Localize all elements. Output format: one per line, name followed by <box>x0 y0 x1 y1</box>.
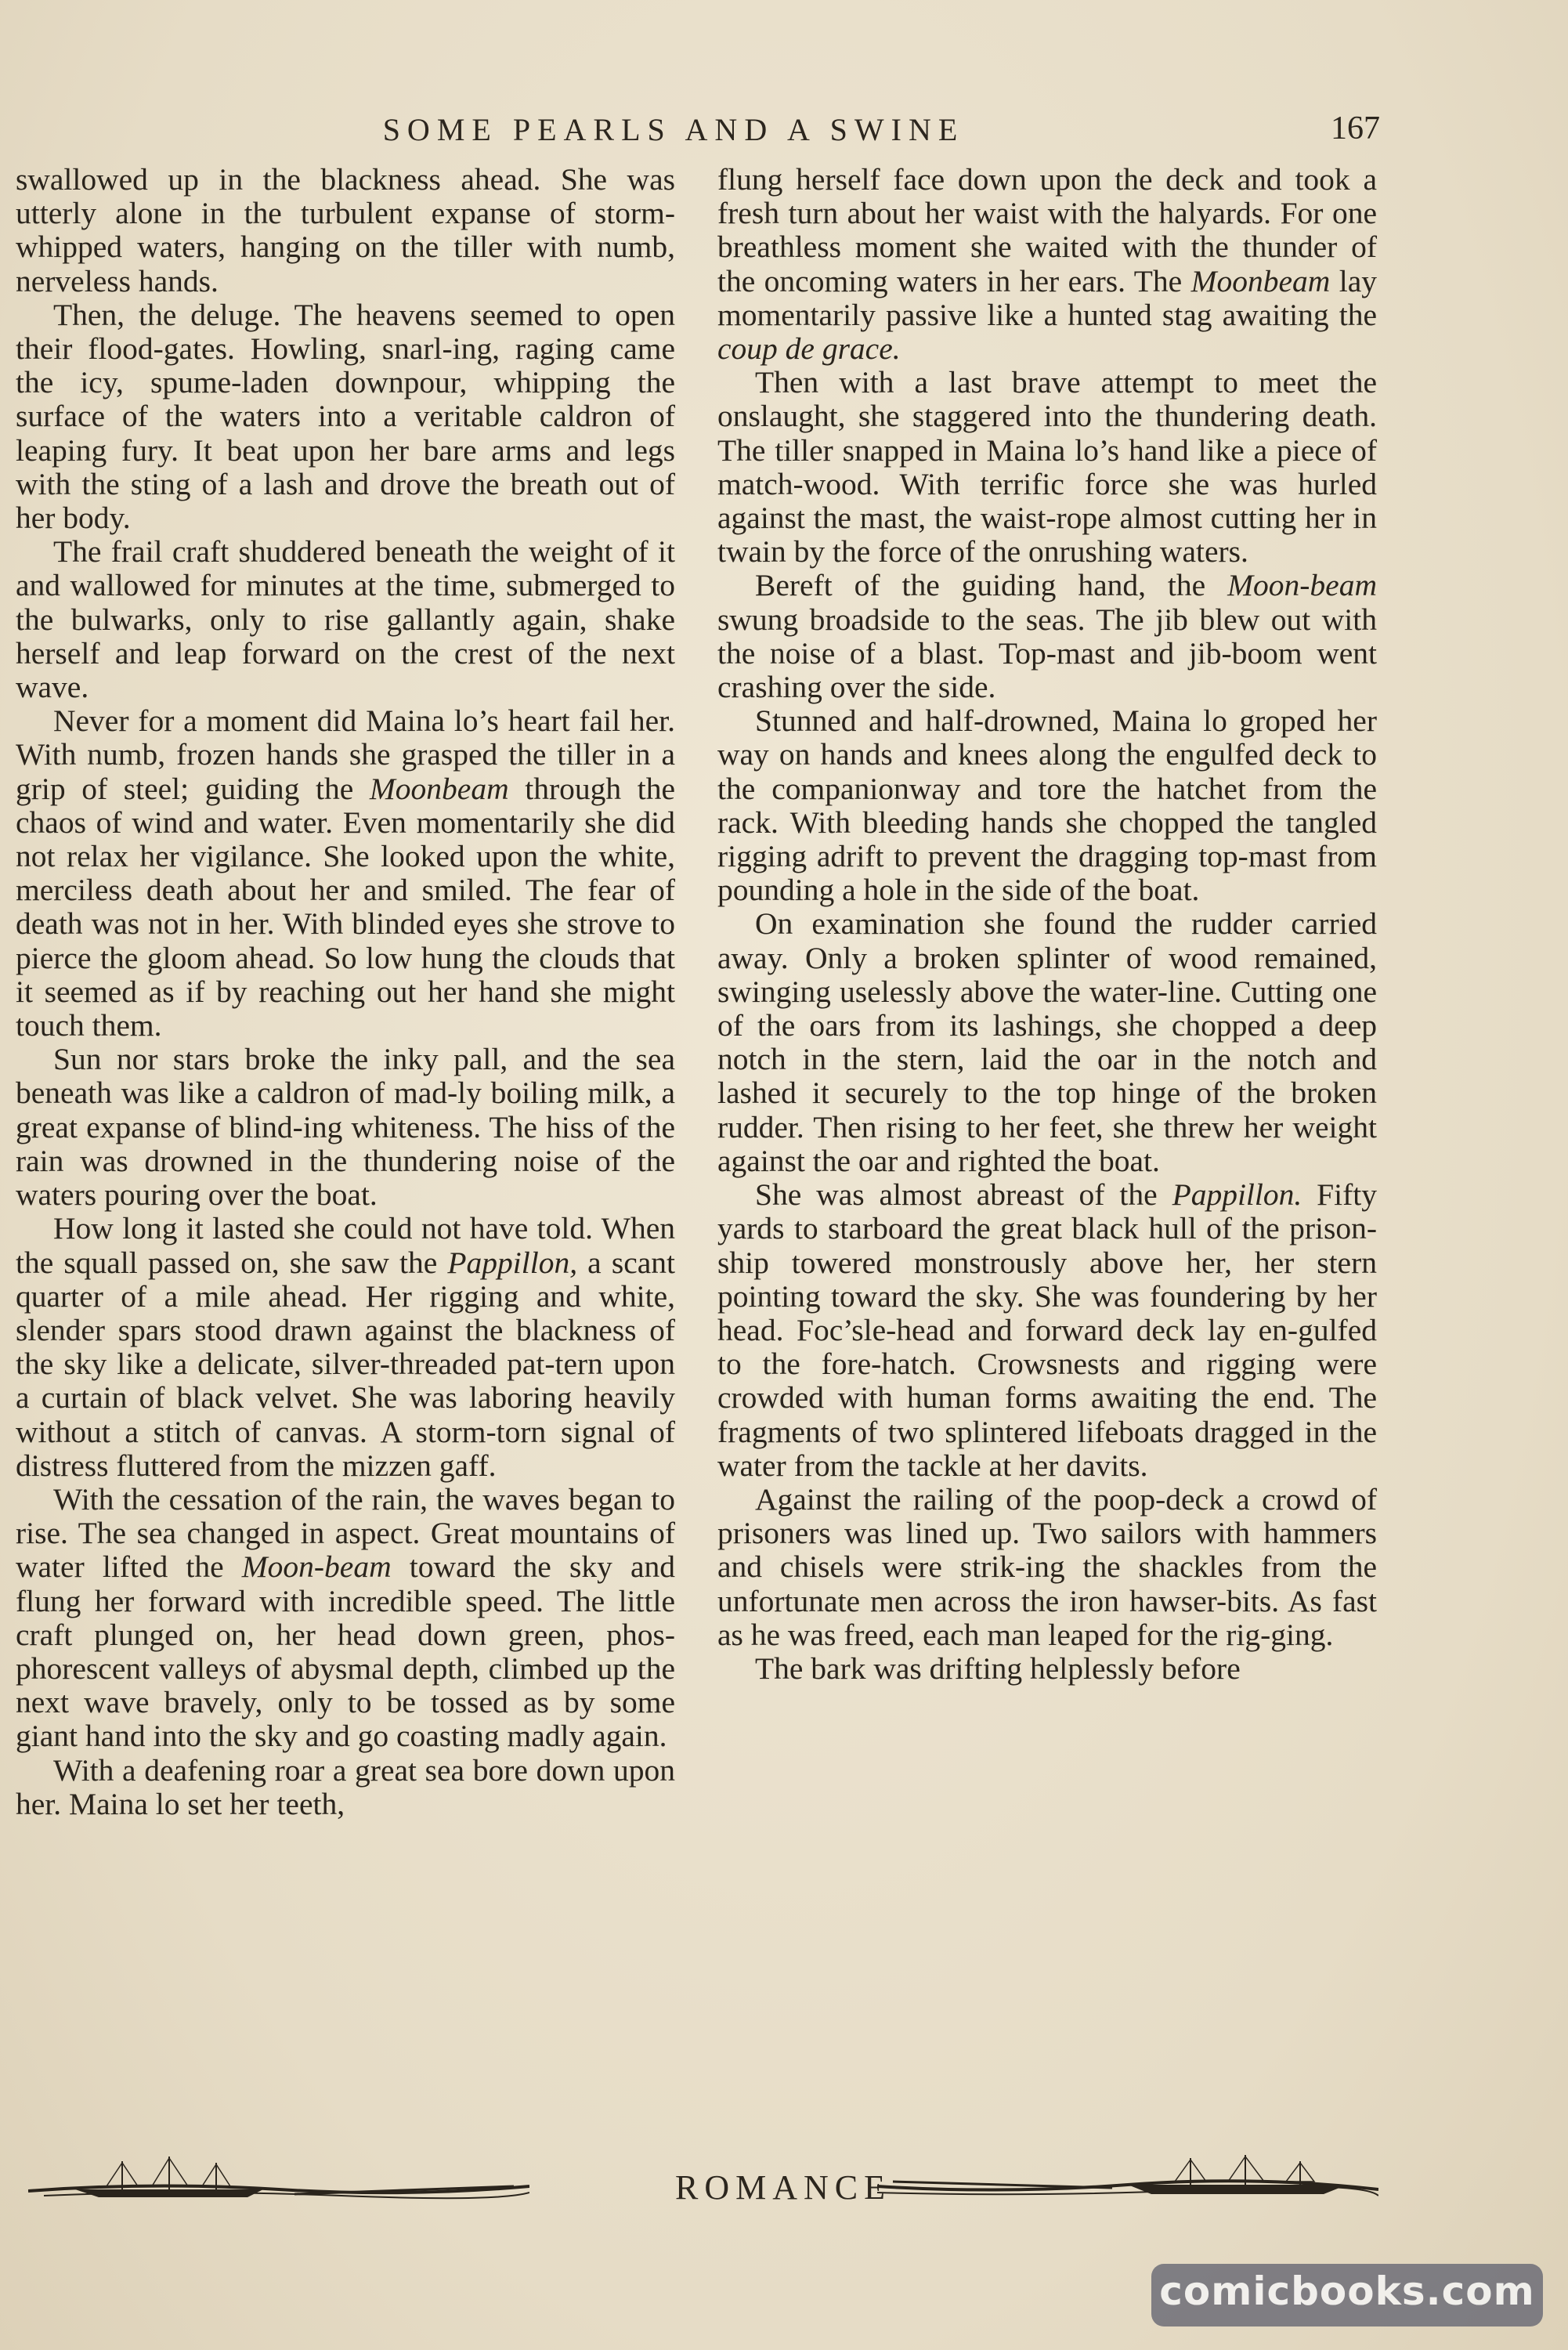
paragraph: The frail craft shuddered beneath the weight of it and wallowed for minutes at the time, submerged to the bulwarks, only to rise gallantly again, shake herself and leap forward on the crest of the next wave. <box>16 534 675 705</box>
paragraph: How long it lasted she could not have told. When the squall passed on, she saw the Pappillon, a scant quarter of a mile ahead. Her rigging and white, slender spars stood drawn against the blackness of the sky like a delicate, silver-threaded pat-tern upon a curtain of black velvet. She was laboring heavily without a stitch of canvas. A storm-torn signal of distress fluttered from the mizzen gaff. <box>16 1211 675 1483</box>
paragraph: The bark was drifting helplessly before <box>755 1650 1241 1686</box>
magazine-name: ROMANCE <box>674 2168 892 2207</box>
sailing-ship-icon <box>28 2150 529 2213</box>
paragraph: Bereft of the guiding hand, the Moon-beam swung broadside to the seas. The jib blew out with the noise of a blast. Top-mast and jib-boom went crashing over the side. <box>717 568 1377 705</box>
running-head: SOME PEARLS AND A SWINE <box>382 112 965 147</box>
page-number: 167 <box>1331 110 1380 146</box>
watermark-text: comicbooks.com <box>1159 2269 1535 2314</box>
paragraph: With a deafening roar a great sea bore down upon her. Maina lo set her teeth, <box>16 1752 675 1821</box>
paragraph: Never for a moment did Maina lo’s heart fail her. With numb, frozen hands she grasped the tiller in a grip of steel; guiding the Moonbeam through the chaos of wind and water. Even momentarily she did not relax her vigilance. She looked upon the white, merciless death about her and smiled. The fear of death was not in her. With blinded eyes she strove to pierce the gloom ahead. So low hung the clouds that it seemed as if by reaching out her hand she might touch them. <box>16 703 675 1043</box>
right-column <box>717 163 1377 1686</box>
paragraph: flung herself face down upon the deck and took a fresh turn about her waist with the halyards. For one breathless moment she waited with the thunder of the oncoming waters in her ears. The Moonbeam lay momentarily passive like a hunted stag awaiting the coup de grace. <box>717 162 1377 367</box>
paragraph: She was almost abreast of the Pappillon. Fifty yards to starboard the great black hull of the prison-ship towered monstrously above her, her stern pointing toward the sky. She was foundering by her head. Foc’sle-head and forward deck lay en-gulfed to the fore-hatch. Crowsnests and rigging were crowded with human forms awaiting the end. The fragments of two splintered lifeboats dragged in the water from the tackle at her davits. <box>717 1177 1377 1483</box>
page-header <box>0 111 1568 158</box>
paragraph: Stunned and half-drowned, Maina lo groped her way on hands and knees along the engulfed deck to the companionway and tore the hatchet from the rack. With bleeding hands she chopped the tangled rigging adrift to prevent the dragging top-mast from pounding a hole in the side of the boat. <box>717 703 1377 908</box>
paragraph: Then with a last brave attempt to meet the onslaught, she staggered into the thundering death. The tiller snapped in Maina lo’s hand like a piece of match-wood. With terrific force she was hurled against the mast, the waist-rope almost cutting her in twain by the force of the onrushing waters. <box>717 365 1377 569</box>
sailing-ship-icon <box>877 2150 1378 2213</box>
paragraph: swallowed up in the blackness ahead. She was utterly alone in the turbulent expanse of storm-whipped waters, hanging on the tiller with numb, nerveless hands. <box>16 162 675 298</box>
watermark-badge <box>1151 2264 1543 2326</box>
paragraph: With the cessation of the rain, the waves began to rise. The sea changed in aspect. Great mountains of water lifted the Moon-beam toward the sky and flung her forward with incredible speed. The little craft plunged on, her head down green, phos-phorescent valleys of abysmal depth, climbed up the next wave bravely, only to be tossed as by some giant hand into the sky and go coasting madly again. <box>16 1481 675 1754</box>
paragraph: On examination she found the rudder carried away. Only a broken splinter of wood remained, swinging uselessly above the water-line. Cutting one of the oars from its lashings, she chopped a deep notch in the stern, laid the oar in the notch and lashed it securely to the top hinge of the broken rudder. Then rising to her feet, she threw her weight against the oar and righted the boat. <box>717 906 1377 1178</box>
paragraph: Sun nor stars broke the inky pall, and the sea beneath was like a caldron of mad-ly boiling milk, a great expanse of blind-ing whiteness. The hiss of the rain was drowned in the thundering noise of the waters pouring over the boat. <box>16 1042 675 1213</box>
paragraph: Then, the deluge. The heavens seemed to open their flood-gates. Howling, snarl-ing, raging came the icy, spume-laden downpour, whipping the surface of the waters into a veritable caldron of leaping fury. It beat upon her bare arms and legs with the sting of a lash and drove the breath out of her body. <box>16 297 675 536</box>
paragraph: Against the railing of the poop-deck a crowd of prisoners was lined up. Two sailors with hammers and chisels were strik-ing the shackles from the unfortunate men across the iron hawser-bits. As fast as he was freed, each man leaped for the rig-ging. <box>717 1481 1377 1652</box>
left-column <box>16 163 675 1821</box>
page-footer <box>0 2135 1568 2221</box>
